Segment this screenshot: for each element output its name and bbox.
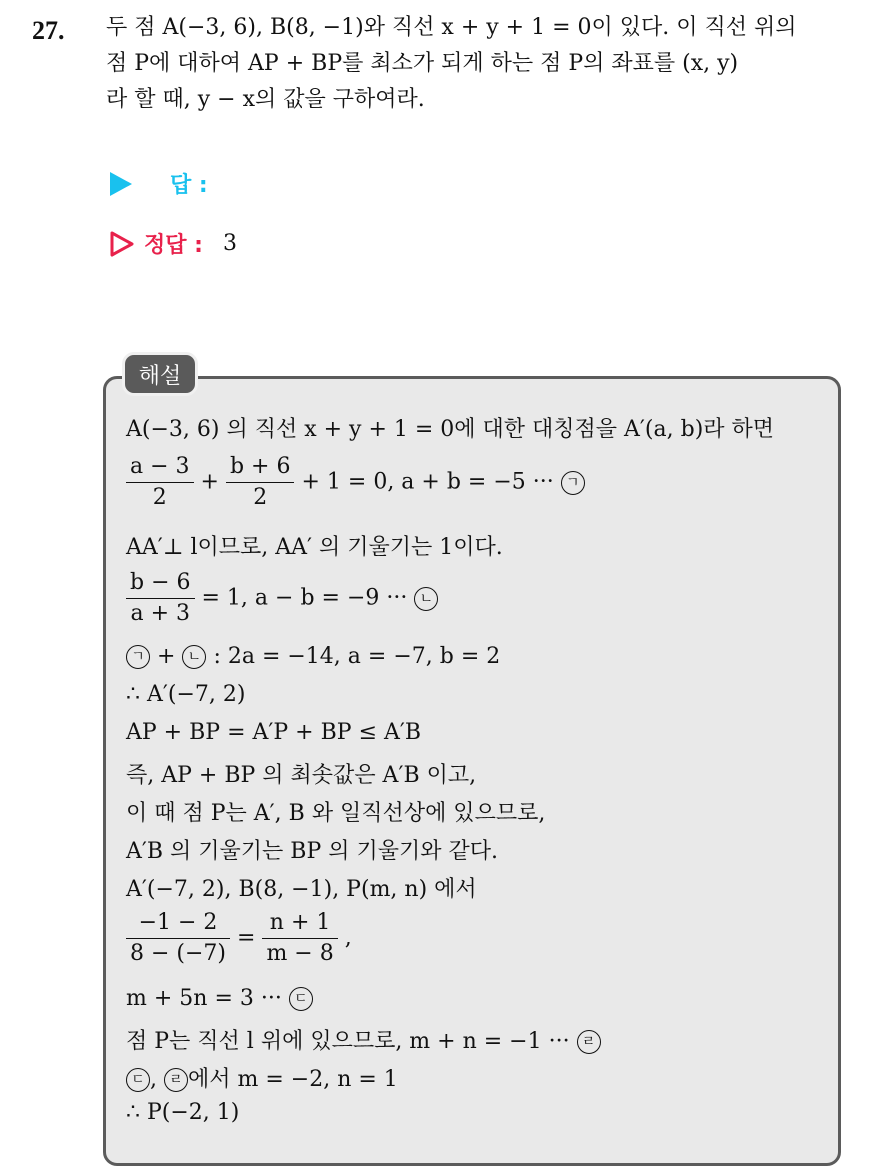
answer-row — [110, 168, 208, 199]
fraction-numerator: a − 3 — [126, 452, 194, 483]
solution-line — [126, 1024, 601, 1055]
circled-giyeok-marker: ㄱ — [561, 471, 585, 495]
play-triangle-icon — [110, 172, 132, 196]
correct-answer-row — [110, 228, 237, 259]
equation-text: : 2a = −14, a = −7, b = 2 — [213, 644, 501, 669]
fraction-denominator: 2 — [253, 485, 268, 510]
fraction-numerator: −1 − 2 — [126, 908, 230, 939]
equation-text: + 1 = 0, a + b = −5 ··· — [301, 469, 554, 495]
solution-line: 즉, AP + BP 의 최솟값은 A′B 이고, — [126, 763, 477, 788]
solution-line: A(−3, 6) 의 직선 x + y + 1 = 0에 대한 대칭점을 A′(a, b)라 하면 — [126, 417, 775, 442]
solution-line: ∴ A′(−7, 2) — [126, 682, 246, 707]
punctuation: , — [150, 1067, 157, 1092]
fraction-denominator: a + 3 — [130, 601, 191, 626]
solution-line: AP + BP = A′P + BP ≤ A′B — [126, 720, 422, 745]
operator: = — [237, 925, 256, 951]
problem-line: 두 점 A(−3, 6), B(8, −1)와 직선 x + y + 1 = 0이 있다. 이 직선 위의 — [106, 15, 797, 40]
problem-line: 라 할 때, y − x의 값을 구하여라. — [106, 87, 425, 112]
fraction — [126, 568, 195, 629]
fraction-denominator: 2 — [152, 485, 167, 510]
equation-text: = 1, a − b = −9 ··· — [201, 585, 408, 611]
circled-digeut-marker: ㄷ — [126, 1068, 150, 1092]
solution-line: 이 때 점 P는 A′, B 와 일직선상에 있으므로, — [126, 801, 546, 826]
fraction — [126, 908, 230, 969]
solution-line — [126, 1062, 398, 1093]
operator: + — [200, 469, 219, 495]
solution-tab: 해설 — [122, 352, 198, 396]
circled-rieul-marker: ㄹ — [164, 1068, 188, 1092]
solution-line — [126, 644, 500, 669]
solution-line: A′B 의 기울기는 BP 의 기울기와 같다. — [126, 839, 498, 864]
fraction-numerator: b + 6 — [226, 452, 295, 483]
fraction-denominator: m − 8 — [266, 941, 334, 966]
solution-line: AA′⊥ l이므로, AA′ 의 기울기는 1이다. — [126, 535, 503, 560]
problem-number: 27. — [32, 16, 65, 45]
operator: + — [157, 644, 176, 669]
answer-label: 답 : — [170, 173, 208, 198]
equation-text: 점 P는 직선 l 위에 있으므로, m + n = −1 ··· — [126, 1029, 570, 1054]
equation-text: m + 5n = 3 ··· — [126, 986, 282, 1011]
fraction-denominator: 8 − (−7) — [130, 941, 227, 966]
fraction-numerator: n + 1 — [262, 908, 337, 939]
solution-line-fraction — [126, 452, 585, 513]
correct-answer-label: 정답 : — [144, 233, 203, 258]
solution-line-fraction — [126, 568, 438, 629]
solution-line: ∴ P(−2, 1) — [126, 1100, 240, 1125]
fraction-numerator: b − 6 — [126, 568, 195, 599]
circled-digeut-marker: ㄷ — [289, 987, 313, 1011]
problem — [32, 10, 862, 118]
circled-rieul-marker: ㄹ — [577, 1030, 601, 1054]
fraction — [262, 908, 337, 969]
circled-nieun-marker: ㄴ — [182, 645, 206, 669]
outline-triangle-icon — [110, 231, 134, 257]
problem-line: 점 P에 대하여 AP + BP를 최소가 되게 하는 점 P의 좌표를 (x, y) — [106, 51, 739, 76]
fraction — [126, 452, 194, 513]
solution-line — [126, 986, 313, 1011]
problem-text — [106, 10, 862, 118]
circled-giyeok-marker: ㄱ — [126, 645, 150, 669]
solution-line: A′(−7, 2), B(8, −1), P(m, n) 에서 — [126, 877, 477, 902]
punctuation: , — [344, 925, 352, 951]
equation-text: 에서 m = −2, n = 1 — [188, 1067, 398, 1092]
circled-nieun-marker: ㄴ — [414, 587, 438, 611]
solution-line-fraction — [126, 908, 352, 969]
correct-answer-value: 3 — [222, 231, 237, 256]
fraction — [226, 452, 295, 513]
